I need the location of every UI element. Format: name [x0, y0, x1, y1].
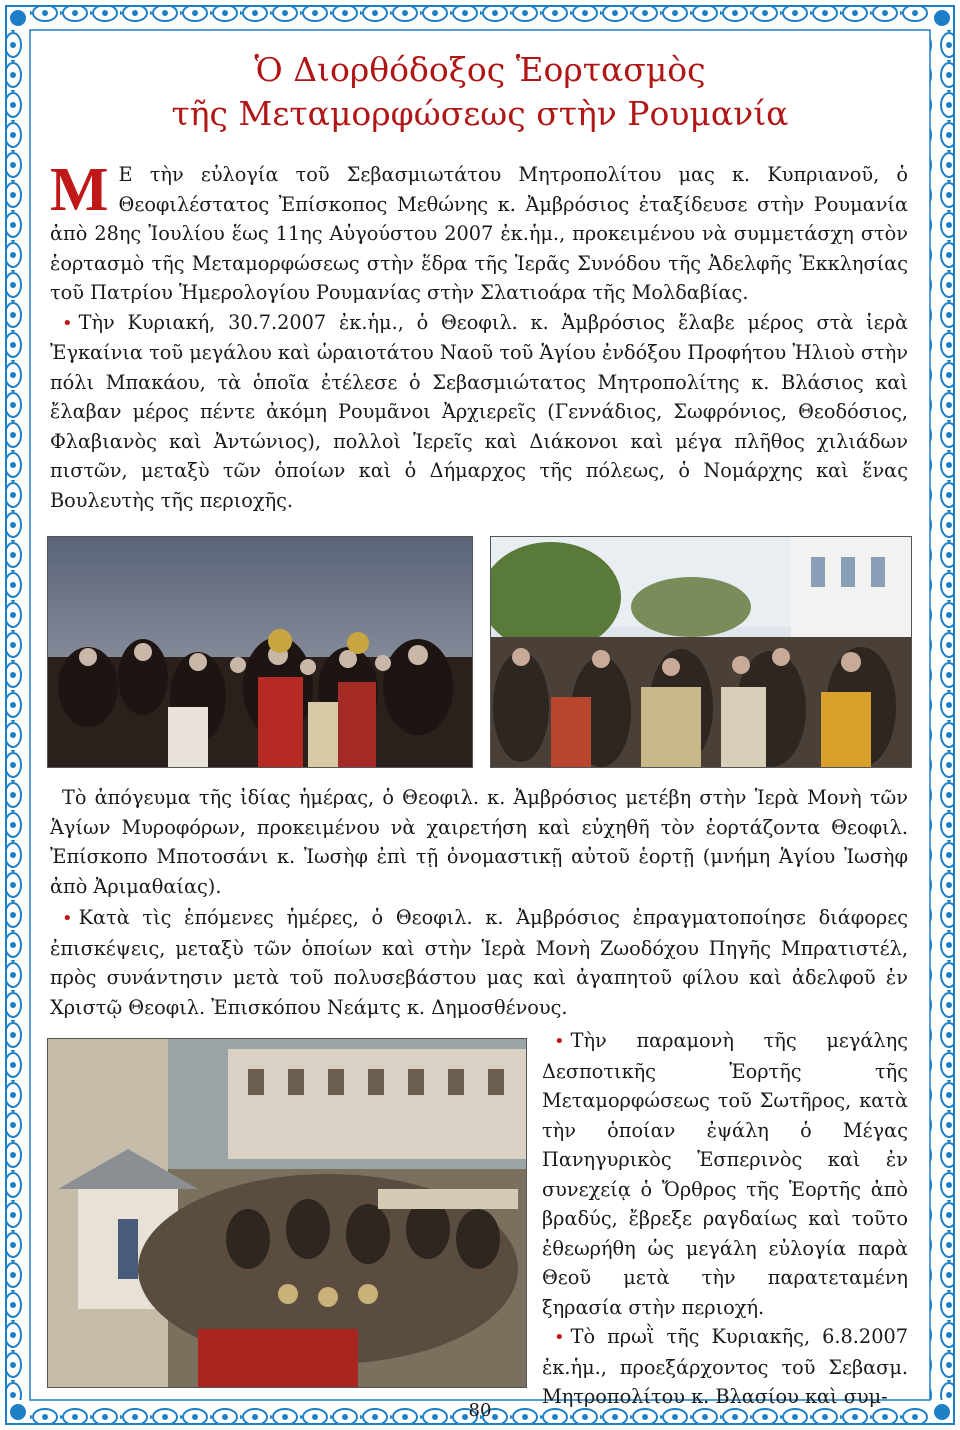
title-line-2: τῆς Μεταμορφώσεως στὴν Ρουμανία [171, 94, 789, 133]
following-days-text: Κατὰ τὶς ἑπόμενες ἡμέρες, ὁ Θεοφιλ. κ. Ἀμβρόσιος ἐπραγματοποίησε διάφορες ἐπισκέψεις, μεταξὺ τῶν ὁποίων καὶ στὴν Ἱερὰ Μονὴ Ζωοδόχου Πηγῆς Μπρατιστέλ, πρὸς συνάντησιν μετὰ τοῦ πολυσεβάστου μας καὶ ἀγαπητοῦ φίλου καὶ ἀδελφοῦ ἐν Χριστῷ Θεοφιλ. Ἐπισκόπου Νεάμτς κ. Δημοσθένους. [50, 906, 908, 1019]
bullet-icon: • [554, 1327, 565, 1348]
drop-cap: Μ [50, 156, 109, 224]
page-title [40, 48, 920, 136]
intro-text: Ε τὴν εὐλογία τοῦ Σεβασμιωτάτου Μητροπολίτου μας κ. Κυπριανοῦ, ὁ Θεοφιλέστατος Ἐπίσκοπος Μεθώνης κ. Ἀμβρόσιος ἐταξίδευσε στὴν Ρουμανία ἀπὸ 28ης Ἰουλίου ἕως 11ης Αὐγούστου 2007 ἐκ.ἡμ., προκειμένου νὰ συμμετάσχη στὸν ἑορτασμὸ τῆς Μεταμορφώσεως στὴν ἕδρα τῆς Ἱερᾶς Συνόδου τῆς Ἀδελφῆς Ἐκκλησίας τοῦ Πατρίου Ἡμερολογίου Ρουμανίας στὴν Σλατιοάρα τῆς Μολδαβίας. [50, 163, 908, 304]
eve-text: Τὴν παραμονὴ τῆς μεγάλης Δεσποτικῆς Ἑορτῆς τῆς Μεταμορφώσεως τοῦ Σωτῆρος, κατὰ τὴν ὁποίαν ἐψάλη ὁ Μέγας Πανηγυρικὸς Ἑσπερινὸς καὶ ἐν συνεχείᾳ ὁ Ὄρθρος τῆς Ἑορτῆς ἀπὸ βραδύς, ἔβρεξε ραγδαίως καὶ τοῦτο ἐθεωρήθη ὡς μεγάλη εὐλογία παρὰ Θεοῦ μετὰ τὴν παρατεταμένη ξηρασία στὴν περιοχή. [542, 1029, 908, 1319]
evening-crowd-image [48, 537, 472, 767]
bullet-icon: • [62, 312, 73, 334]
title-line-1: Ὁ Διορθόδοξος Ἑορτασμὸς [254, 50, 706, 89]
eve-paragraph [542, 1026, 908, 1322]
monastery-courtyard-image [48, 1039, 526, 1387]
photo-monastery-courtyard [47, 1038, 527, 1388]
sunday-text: Τὴν Κυριακή, 30.7.2007 ἐκ.ἡμ., ὁ Θεοφιλ. κ. Ἀμβρόσιος ἔλαβε μέρος στὰ ἱερὰ Ἐγκαίνια τοῦ μεγάλου καὶ ὡραιοτάτου Ναοῦ τοῦ Ἁγίου ἐνδόξου Προφήτου Ἠλιοὺ στὴν πόλι Μπακάου, τὰ ὁποῖα ἐτέλεσε ὁ Σεβασμιώτατος Μητροπολίτης κ. Βλάσιος καὶ ἔλαβαν μέρος πέντε ἀκόμη Ρουμᾶνοι Ἀρχιερεῖς (Γεννάδιος, Σωφρόνιος, Θεοδόσιος, Φλαβιανὸς καὶ Ἀντώνιος), πολλοὶ Ἱερεῖς καὶ Διάκονοι καὶ μέγα πλῆθος χιλιάδων πιστῶν, μεταξὺ τῶν ὁποίων καὶ ὁ Δήμαρχος τῆς πόλεως, ὁ Νομάρχης καὶ ἕνας Βουλευτὴς τῆς περιοχῆς. [50, 310, 908, 512]
daytime-crowd-image [491, 537, 911, 767]
middle-section [50, 783, 908, 1022]
bullet-icon: • [554, 1031, 565, 1052]
page-number: 80 [468, 1400, 492, 1421]
photo-daytime-crowd [490, 536, 912, 768]
sunday-paragraph [50, 308, 908, 516]
morning-paragraph [542, 1322, 908, 1412]
intro-section [50, 156, 908, 515]
right-column-section [542, 1026, 908, 1412]
photo-evening-crowd [47, 536, 473, 768]
intro-paragraph [50, 156, 908, 308]
morning-text: Τὸ πρωῒ τῆς Κυριακῆς, 6.8.2007 ἐκ.ἡμ., προεξάρχοντος τοῦ Σεβασμ. Μητροπολίτου κ. Βλασίου καὶ συμ- [542, 1325, 908, 1408]
bullet-icon: • [62, 908, 73, 929]
afternoon-paragraph: Τὸ ἀπόγευμα τῆς ἰδίας ἡμέρας, ὁ Θεοφιλ. κ. Ἀμβρόσιος μετέβη στὴν Ἱερὰ Μονὴ τῶν Ἁγίων Μυροφόρων, προκειμένου νὰ χαιρετήση καὶ εὐχηθῆ τὸν ἑορτάζοντα Θεοφιλ. Ἐπίσκοπο Μποτοσάνι κ. Ἰωσὴφ ἐπὶ τῇ ὀνομαστικῇ αὐτοῦ ἑορτῇ (μνήμη Ἁγίου Ἰωσὴφ ἀπὸ Ἀριμαθαίας). [50, 786, 908, 898]
following-days-paragraph [50, 903, 908, 1022]
